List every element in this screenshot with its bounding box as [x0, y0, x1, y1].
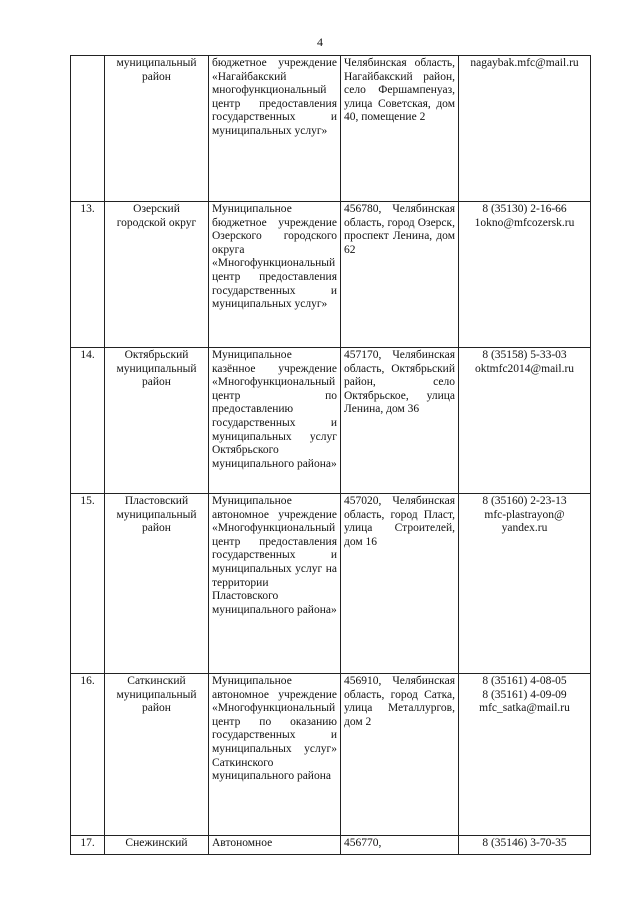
- contact-line: 8 (35158) 5-33-03: [482, 349, 567, 361]
- organization-name: Автономное: [209, 836, 341, 855]
- table-row: [71, 494, 591, 674]
- row-number: 13.: [71, 202, 105, 348]
- organization-name: Муниципальное автономное учреждение «Многофункциональный центр предоставления государственных и муниципальных услуг на территории Пластовского муниципального района»: [209, 494, 341, 674]
- district-name: Октябрьский муниципальный район: [105, 348, 209, 494]
- district-name: Снежинский: [105, 836, 209, 855]
- district-name: Озерский городской округ: [105, 202, 209, 348]
- table-row: [71, 836, 591, 855]
- contact-line: mfc-plastrayon@: [484, 508, 565, 521]
- organization-name: Муниципальное казённое учреждение «Многофункциональный центр по предоставлению государственных и муниципальных услуг Октябрьского муниципального района»: [209, 348, 341, 494]
- table-row: [71, 202, 591, 348]
- contacts: [459, 494, 591, 674]
- table-row: [71, 348, 591, 494]
- contact-line: 1okno@mfcozersk.ru: [474, 216, 575, 229]
- contacts: [459, 674, 591, 836]
- district-name: муниципальный район: [105, 56, 209, 202]
- address: 456910, Челябинская область, город Сатка, улица Металлургов, дом 2: [341, 674, 459, 836]
- organization-name: Муниципальное бюджетное учреждение Озерского городского округа «Многофункциональный центр предоставления государственных и муниципальных услуг»: [209, 202, 341, 348]
- contact-line: 8 (35146) 3-70-35: [482, 837, 567, 849]
- row-number: 17.: [71, 836, 105, 855]
- contact-line: 8 (35161) 4-09-09: [482, 688, 567, 701]
- row-number: 15.: [71, 494, 105, 674]
- row-number: 16.: [71, 674, 105, 836]
- contact-line: oktmfc2014@mail.ru: [474, 362, 575, 375]
- contacts: [459, 56, 591, 202]
- contact-line: 8 (35130) 2-16-66: [482, 203, 567, 215]
- district-name: Пластовский муниципальный район: [105, 494, 209, 674]
- row-number: 14.: [71, 348, 105, 494]
- contacts: [459, 348, 591, 494]
- contact-line: mfc_satka@mail.ru: [479, 702, 570, 715]
- address: 457170, Челябинская область, Октябрьский район, село Октябрьское, улица Ленина, дом 36: [341, 348, 459, 494]
- district-name: Саткинский муниципальный район: [105, 674, 209, 836]
- contact-line: 8 (35160) 2-23-13: [482, 495, 567, 507]
- row-number: [71, 56, 105, 202]
- contact-line: nagaybak.mfc@mail.ru: [470, 57, 579, 69]
- organization-name: бюджетное учреждение «Нагайбакский многофункциональный центр предоставления государственных и муниципальных услуг»: [209, 56, 341, 202]
- table-row: [71, 674, 591, 836]
- contact-line: yandex.ru: [501, 522, 548, 535]
- contact-line: 8 (35161) 4-08-05: [482, 675, 567, 687]
- mfc-table: [70, 55, 591, 855]
- address: 456770,: [341, 836, 459, 855]
- organization-name: Муниципальное автономное учреждение «Многофункциональный центр по оказанию государственных и муниципальных услуг» Саткинского муниципального района: [209, 674, 341, 836]
- address: 457020, Челябинская область, город Пласт, улица Строителей, дом 16: [341, 494, 459, 674]
- table-row: [71, 56, 591, 202]
- page-number: 4: [317, 35, 323, 49]
- contacts: [459, 836, 591, 855]
- contacts: [459, 202, 591, 348]
- address: 456780, Челябинская область, город Озерск, проспект Ленина, дом 62: [341, 202, 459, 348]
- address: Челябинская область, Нагайбакский район, село Фершампенуаз, улица Советская, дом 40, помещение 2: [341, 56, 459, 202]
